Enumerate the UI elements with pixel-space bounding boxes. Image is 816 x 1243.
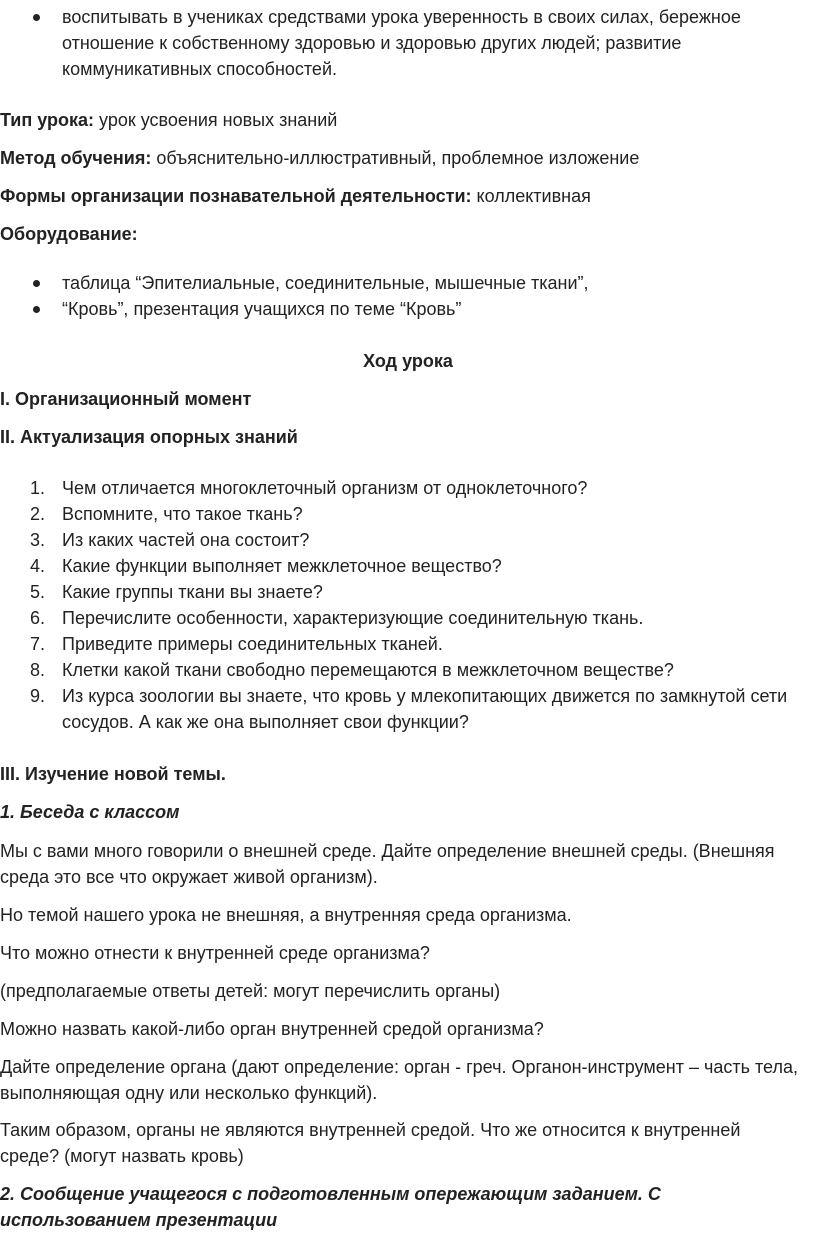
- lesson-type-label: Тип урока:: [0, 110, 95, 130]
- goal-item: воспитывать в учениках средствами урока уверенность в своих силах, бережное отношение к собственному здоровью и здоровью других людей; развитие коммуникативных способностей.: [0, 4, 816, 82]
- section-actualization: II. Актуализация опорных знаний: [0, 427, 298, 447]
- question-text: Перечислите особенности, характеризующие соединительную ткань.: [62, 608, 644, 628]
- question-text: Чем отличается многоклеточный организм от одноклеточного?: [62, 478, 588, 498]
- method-label: Метод обучения:: [0, 148, 152, 168]
- questions-list: [0, 475, 816, 735]
- goals-list: [0, 4, 816, 82]
- question-number: 6.: [30, 608, 46, 628]
- question-item: [0, 475, 816, 501]
- question-text: Клетки какой ткани свободно перемещаются в межклеточном веществе?: [62, 660, 674, 680]
- question-text: Приведите примеры соединительных тканей.: [62, 634, 443, 654]
- question-text: Какие функции выполняет межклеточное вещество?: [62, 556, 502, 576]
- question-number: 2.: [30, 504, 46, 524]
- lesson-type-value: урок усвоения новых знаний: [94, 110, 338, 130]
- question-number: 1.: [30, 478, 46, 498]
- paragraph: Дайте определение органа (дают определение: орган - греч. Органон-инструмент – часть тела, выполняющая одну или несколько функций).: [0, 1057, 798, 1103]
- subsection-student-report: 2. Сообщение учащегося с подготовленным опережающим заданием. С использованием презентации: [0, 1184, 661, 1230]
- question-text: Из курса зоологии вы знаете, что кровь у млекопитающих движется по замкнутой сети сосудов. А как же она выполняет свои функции?: [62, 686, 788, 732]
- forms-label: Формы организации познавательной деятельности:: [0, 186, 472, 206]
- question-item: [0, 683, 816, 735]
- question-number: 8.: [30, 660, 46, 680]
- question-number: 3.: [30, 530, 46, 550]
- question-item: [0, 579, 816, 605]
- paragraph: (предполагаемые ответы детей: могут перечислить органы): [0, 981, 501, 1001]
- method-value: объяснительно-иллюстративный, проблемное изложение: [151, 148, 640, 168]
- paragraph: Мы с вами много говорили о внешней среде. Дайте определение внешней среды. (Внешняя среда это все что окружает живой организм).: [0, 841, 775, 887]
- question-number: 4.: [30, 556, 46, 576]
- paragraph: Таким образом, органы не являются внутренней средой. Что же относится к внутренней среде? (могут назвать кровь): [0, 1120, 741, 1166]
- question-item: [0, 605, 816, 631]
- question-item: [0, 553, 816, 579]
- method-line: [0, 145, 800, 171]
- question-item: [0, 527, 816, 553]
- question-number: 5.: [30, 582, 46, 602]
- equipment-item: таблица “Эпителиальные, соединительные, мышечные ткани”,: [0, 270, 816, 296]
- paragraph: Что можно отнести к внутренней среде организма?: [0, 943, 430, 963]
- equipment-list: [0, 270, 816, 322]
- question-text: Какие группы ткани вы знаете?: [62, 582, 323, 602]
- question-item: [0, 631, 816, 657]
- forms-value: коллективная: [471, 186, 591, 206]
- question-text: Из каких частей она состоит?: [62, 530, 310, 550]
- equipment-heading: Оборудование:: [0, 224, 138, 244]
- subsection-class-talk: 1. Беседа с классом: [0, 802, 180, 822]
- question-text: Вспомните, что такое ткань?: [62, 504, 303, 524]
- question-item: [0, 501, 816, 527]
- question-item: [0, 657, 816, 683]
- lesson-flow-heading: Ход урока: [363, 351, 453, 371]
- forms-line: [0, 183, 800, 209]
- paragraph: Можно назвать какой-либо орган внутренней средой организма?: [0, 1019, 544, 1039]
- question-number: 9.: [30, 686, 46, 706]
- paragraph: Но темой нашего урока не внешняя, а внутренняя среда организма.: [0, 905, 572, 925]
- section-new-topic: III. Изучение новой темы.: [0, 764, 226, 784]
- question-number: 7.: [30, 634, 46, 654]
- lesson-type-line: [0, 107, 800, 133]
- section-organizational: I. Организационный момент: [0, 389, 252, 409]
- equipment-item: “Кровь”, презентация учащихся по теме “Кровь”: [0, 296, 816, 322]
